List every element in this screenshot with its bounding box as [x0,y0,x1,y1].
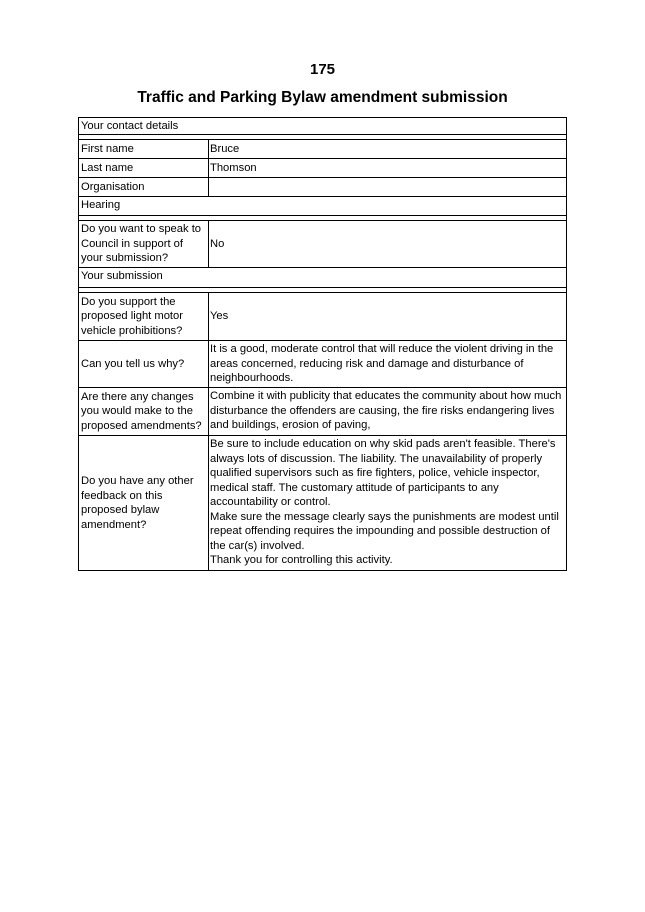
speak-value: No [210,237,225,250]
changes-value [209,388,566,435]
changes-label-text: Are there any changes you would make to the proposed amendments? [81,390,202,432]
last-name-label: Last name [79,159,209,177]
table-row-why [78,341,567,388]
feedback-value [209,436,566,570]
table-row-changes [78,388,567,436]
speak-label-text: Do you want to speak to Council in support of your submission? [81,223,202,265]
table-row-organisation [78,178,567,197]
support-label-text: Do you support the proposed light motor vehicle prohibitions? [81,295,183,337]
last-name-value: Thomson [210,161,257,174]
speak-label [79,221,209,267]
table-row-last-name [78,159,567,178]
organisation-value [209,178,566,196]
table-row-speak [78,220,567,268]
first-name-value: Bruce [210,142,240,155]
why-value-text: It is a good, moderate control that will reduce the violent driving in the areas concerned, reducing risk and damage and disturbance of neighbourhoods. [210,343,554,384]
why-label [79,341,209,387]
organisation-label: Organisation [79,178,209,196]
table-row-support [78,292,567,341]
page-title: Traffic and Parking Bylaw amendment submission [137,89,508,106]
table-row-feedback [78,436,567,571]
feedback-value-text: Be sure to include education on why skid pads aren't feasible. There's always lots of discussion. The liability. The unavailability of properly qualified supervisors such as fire fighters, police, vehicle inspector, medical staff. The customary attitude of participants to any accountability or control. Make sure the message clearly says the punishments are modest until repeat offending requires the impounding and possible destruction of the car(s) involved. Thank you for controlling this activity. [210,438,559,566]
support-label [79,293,209,340]
changes-value-text: Combine it with publicity that educates the community about how much disturbance the offenders are causing, the fire risks endangering lives and buildings, erosion of paving, [210,390,562,431]
why-value [209,341,566,387]
submission-form [78,117,567,571]
table-row-first-name [78,139,567,159]
support-value: Yes [210,310,229,323]
section-header-submission: Your submission [78,268,567,288]
changes-label [79,388,209,435]
first-name-label: First name [79,140,209,158]
feedback-label-text: Do you have any other feedback on this proposed bylaw amendment? [81,475,194,531]
page-number: 175 [309,61,336,78]
why-label-text: Can you tell us why? [81,357,185,370]
feedback-label [79,436,209,570]
section-header-contact: Your contact details [78,117,567,135]
section-header-hearing: Hearing [78,197,567,216]
